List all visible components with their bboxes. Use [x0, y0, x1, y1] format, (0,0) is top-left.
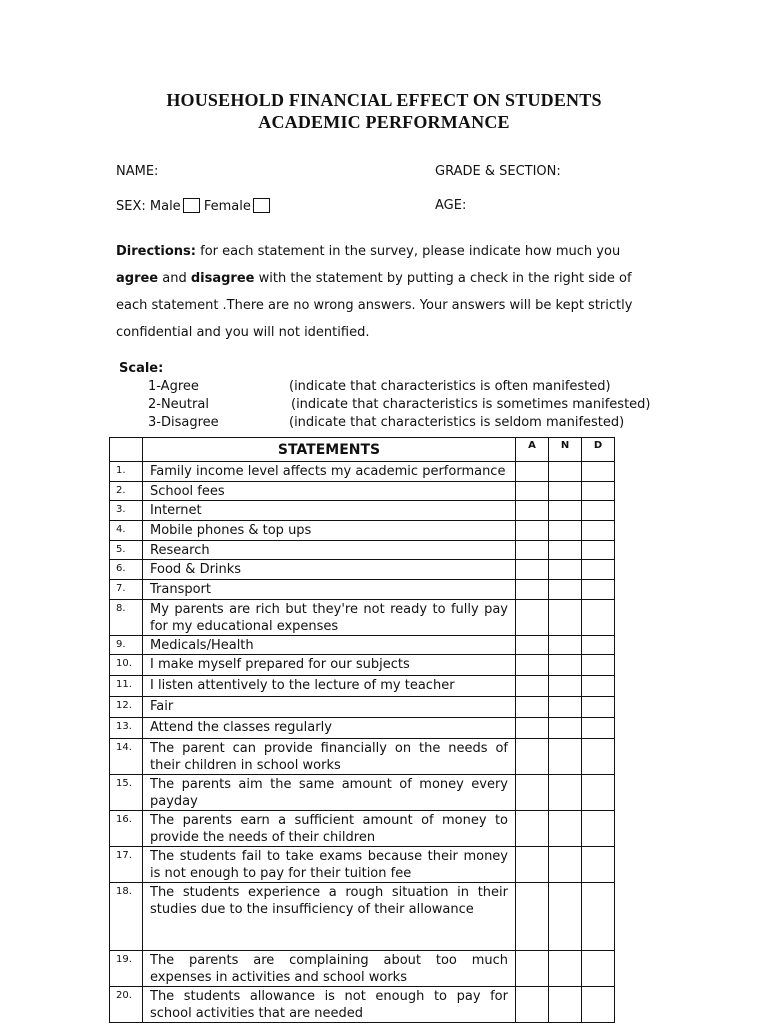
row-number: 15. — [110, 775, 143, 811]
statement-text: Attend the classes regularly — [143, 718, 516, 739]
statement-text: The students allowance is not enough to pay for school activities that are needed — [143, 987, 516, 1023]
check-cell-disagree[interactable] — [582, 462, 615, 482]
sex-field — [116, 198, 270, 215]
check-cell-agree[interactable] — [516, 811, 549, 847]
scale-label-3: 3-Disagree — [148, 415, 219, 430]
check-cell-neutral[interactable] — [549, 883, 582, 951]
check-cell-agree[interactable] — [516, 951, 549, 987]
female-label: Female — [203, 199, 251, 214]
row-number: 8. — [110, 600, 143, 636]
table-row — [110, 580, 615, 600]
statement-text: The students experience a rough situation in their studies due to the insufficiency of their allowance — [143, 883, 516, 951]
name-field[interactable] — [116, 164, 158, 180]
statement-text: Fair — [143, 697, 516, 718]
statement-text: Internet — [143, 501, 516, 521]
statement-text: I listen attentively to the lecture of my teacher — [143, 676, 516, 697]
check-cell-disagree[interactable] — [582, 676, 615, 697]
check-cell-disagree[interactable] — [582, 636, 615, 655]
table-row — [110, 718, 615, 739]
directions-text-1: for each statement in the survey, please indicate how much you — [195, 244, 621, 259]
check-cell-disagree[interactable] — [582, 718, 615, 739]
check-cell-neutral[interactable] — [549, 636, 582, 655]
row-number: 18. — [110, 883, 143, 951]
statement-text: The parent can provide financially on the needs of their children in school works — [143, 739, 516, 775]
check-cell-disagree[interactable] — [582, 521, 615, 541]
check-cell-disagree[interactable] — [582, 883, 615, 951]
check-cell-disagree[interactable] — [582, 501, 615, 521]
check-cell-disagree[interactable] — [582, 600, 615, 636]
row-number: 6. — [110, 560, 143, 580]
column-disagree-header: D — [582, 438, 615, 462]
table-row — [110, 482, 615, 501]
table-row — [110, 560, 615, 580]
statement-text: Medicals/Health — [143, 636, 516, 655]
scale-desc-3: (indicate that characteristics is seldom manifested) — [289, 415, 625, 430]
check-cell-disagree[interactable] — [582, 655, 615, 676]
row-number: 11. — [110, 676, 143, 697]
grade-section-label: GRADE & SECTION: — [435, 164, 561, 179]
statement-text: Transport — [143, 580, 516, 600]
check-cell-agree[interactable] — [516, 501, 549, 521]
check-cell-agree[interactable] — [516, 655, 549, 676]
check-cell-agree[interactable] — [516, 883, 549, 951]
table-row — [110, 951, 615, 987]
title-line-1: HOUSEHOLD FINANCIAL EFFECT ON STUDENTS — [166, 90, 602, 110]
table-row — [110, 739, 615, 775]
table-row — [110, 847, 615, 883]
row-number: 16. — [110, 811, 143, 847]
check-cell-agree[interactable] — [516, 697, 549, 718]
row-number: 3. — [110, 501, 143, 521]
row-number: 20. — [110, 987, 143, 1023]
survey-table — [109, 437, 615, 1023]
row-number: 14. — [110, 739, 143, 775]
check-cell-disagree[interactable] — [582, 697, 615, 718]
column-agree-header: A — [516, 438, 549, 462]
table-row — [110, 811, 615, 847]
check-cell-neutral[interactable] — [549, 521, 582, 541]
check-cell-agree[interactable] — [516, 560, 549, 580]
check-cell-agree[interactable] — [516, 775, 549, 811]
check-cell-neutral[interactable] — [549, 987, 582, 1023]
check-cell-agree[interactable] — [516, 676, 549, 697]
row-number: 2. — [110, 482, 143, 501]
number-header — [110, 438, 143, 462]
row-number: 10. — [110, 655, 143, 676]
statement-text: Mobile phones & top ups — [143, 521, 516, 541]
check-cell-agree[interactable] — [516, 847, 549, 883]
statements-header: STATEMENTS — [143, 438, 516, 462]
row-number: 5. — [110, 541, 143, 560]
check-cell-disagree[interactable] — [582, 775, 615, 811]
statement-text: Food & Drinks — [143, 560, 516, 580]
directions-text-3: with the statement by putting a check in the right side of each statement .There are no wrong answers. Your answers will be kept strictly confidential and you will not identified. — [116, 271, 633, 340]
age-label: AGE: — [435, 198, 467, 213]
title-line-2: ACADEMIC PERFORMANCE — [258, 112, 510, 132]
check-cell-disagree[interactable] — [582, 739, 615, 775]
check-cell-agree[interactable] — [516, 718, 549, 739]
table-row — [110, 697, 615, 718]
row-number: 4. — [110, 521, 143, 541]
table-row — [110, 636, 615, 655]
check-cell-neutral[interactable] — [549, 580, 582, 600]
grade-section-field[interactable] — [435, 164, 561, 180]
check-cell-neutral[interactable] — [549, 462, 582, 482]
directions-paragraph — [116, 238, 646, 346]
sex-label: SEX: Male — [116, 199, 181, 214]
directions-disagree: disagree — [190, 271, 255, 286]
row-number: 13. — [110, 718, 143, 739]
check-cell-neutral[interactable] — [549, 655, 582, 676]
table-row — [110, 541, 615, 560]
check-cell-agree[interactable] — [516, 482, 549, 501]
check-cell-neutral[interactable] — [549, 718, 582, 739]
scale-desc-1: (indicate that characteristics is often manifested) — [289, 379, 611, 394]
check-cell-disagree[interactable] — [582, 847, 615, 883]
table-row — [110, 883, 615, 951]
check-cell-neutral[interactable] — [549, 501, 582, 521]
check-cell-agree[interactable] — [516, 739, 549, 775]
row-number: 1. — [110, 462, 143, 482]
row-number: 7. — [110, 580, 143, 600]
name-label: NAME: — [116, 164, 159, 179]
statement-text: The parents earn a sufficient amount of money to provide the needs of their children — [143, 811, 516, 847]
check-cell-neutral[interactable] — [549, 560, 582, 580]
column-neutral-header: N — [549, 438, 582, 462]
check-cell-neutral[interactable] — [549, 676, 582, 697]
check-cell-disagree[interactable] — [582, 951, 615, 987]
table-row — [110, 600, 615, 636]
check-cell-disagree[interactable] — [582, 560, 615, 580]
statement-text: My parents are rich but they're not ready to fully pay for my educational expenses — [143, 600, 516, 636]
check-cell-disagree[interactable] — [582, 987, 615, 1023]
check-cell-neutral[interactable] — [549, 775, 582, 811]
check-cell-disagree[interactable] — [582, 580, 615, 600]
table-row — [110, 676, 615, 697]
statement-text: School fees — [143, 482, 516, 501]
check-cell-neutral[interactable] — [549, 482, 582, 501]
check-cell-disagree[interactable] — [582, 811, 615, 847]
statement-text: The parents aim the same amount of money every payday — [143, 775, 516, 811]
check-cell-agree[interactable] — [516, 541, 549, 560]
check-cell-neutral[interactable] — [549, 811, 582, 847]
directions-text-2: and — [158, 271, 191, 286]
survey-body — [110, 462, 615, 1023]
table-row — [110, 462, 615, 482]
scale-label-1: 1-Agree — [148, 379, 199, 394]
page-title — [0, 89, 768, 133]
scale-desc-2: (indicate that characteristics is sometimes manifested) — [291, 397, 651, 412]
row-number: 9. — [110, 636, 143, 655]
check-cell-disagree[interactable] — [582, 482, 615, 501]
check-cell-disagree[interactable] — [582, 541, 615, 560]
female-checkbox[interactable] — [253, 198, 270, 213]
check-cell-neutral[interactable] — [549, 697, 582, 718]
check-cell-agree[interactable] — [516, 462, 549, 482]
table-row — [110, 501, 615, 521]
table-row — [110, 775, 615, 811]
statement-text: The parents are complaining about too much expenses in activities and school works — [143, 951, 516, 987]
directions-agree: agree — [116, 271, 159, 286]
statement-text: Research — [143, 541, 516, 560]
check-cell-neutral[interactable] — [549, 600, 582, 636]
check-cell-agree[interactable] — [516, 987, 549, 1023]
check-cell-agree[interactable] — [516, 580, 549, 600]
check-cell-agree[interactable] — [516, 636, 549, 655]
check-cell-neutral[interactable] — [549, 739, 582, 775]
row-number: 12. — [110, 697, 143, 718]
row-number: 17. — [110, 847, 143, 883]
scale-title: Scale: — [119, 361, 164, 376]
table-row — [110, 987, 615, 1023]
table-row — [110, 655, 615, 676]
statement-text: The students fail to take exams because their money is not enough to pay for their tuition fee — [143, 847, 516, 883]
statement-text: I make myself prepared for our subjects — [143, 655, 516, 676]
row-number: 19. — [110, 951, 143, 987]
check-cell-agree[interactable] — [516, 521, 549, 541]
directions-label: Directions: — [116, 244, 196, 259]
check-cell-neutral[interactable] — [549, 541, 582, 560]
scale-label-2: 2-Neutral — [148, 397, 209, 412]
check-cell-neutral[interactable] — [549, 951, 582, 987]
age-field[interactable] — [435, 198, 466, 214]
check-cell-neutral[interactable] — [549, 847, 582, 883]
statement-text: Family income level affects my academic performance — [143, 462, 516, 482]
check-cell-agree[interactable] — [516, 600, 549, 636]
table-row — [110, 521, 615, 541]
male-checkbox[interactable] — [183, 198, 200, 213]
